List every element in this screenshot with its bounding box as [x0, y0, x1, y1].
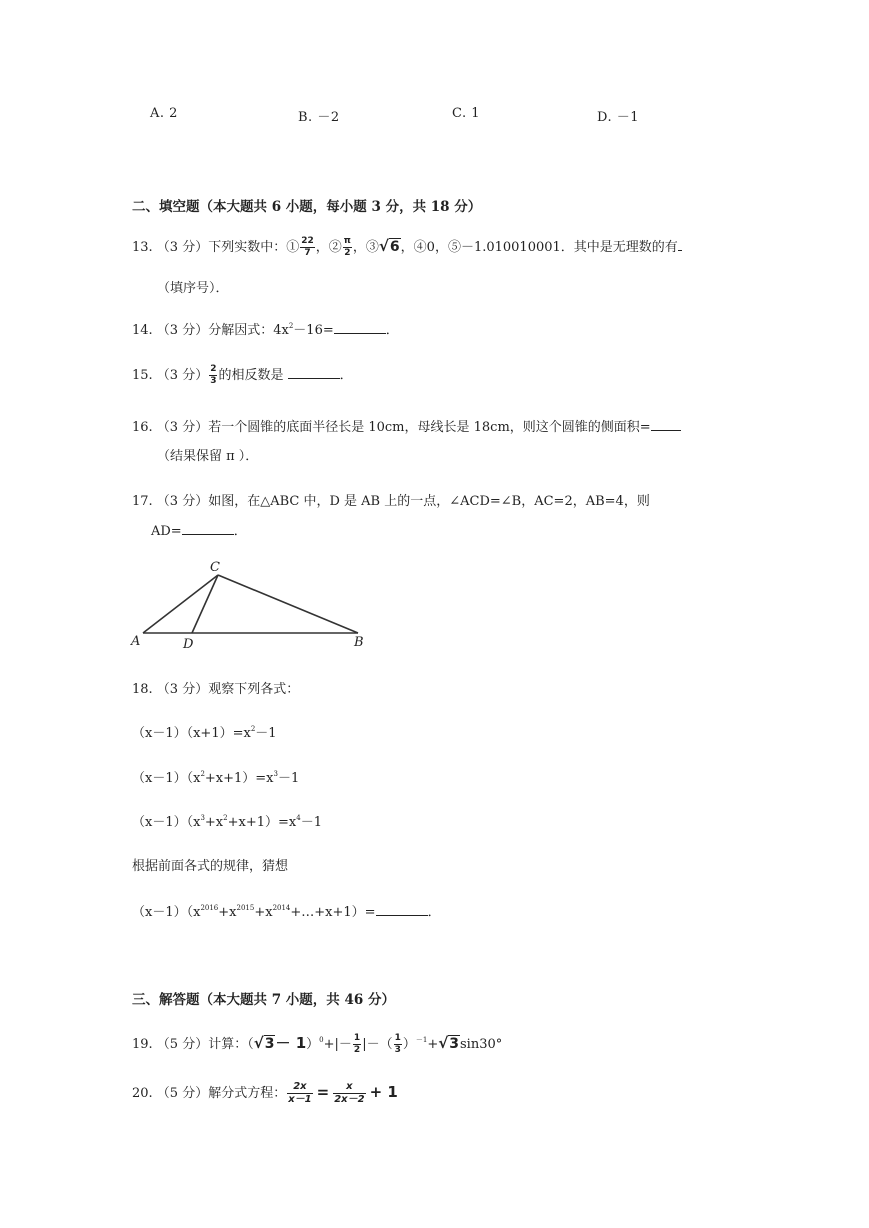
q19-p5: +: [427, 1037, 439, 1052]
question-17: 17. （3 分）如图，在△ABC 中，D 是 AB 上的一点，∠ACD=∠B，AC=2，AB=4，则: [132, 494, 650, 509]
q15-end: ．: [339, 368, 353, 383]
q13-rest: ，④0，⑤－1.010010001．其中是无理数的有: [400, 240, 678, 255]
q15-lead: 15. （3 分）: [132, 368, 209, 383]
triangle-figure: [125, 555, 375, 655]
q18-eq3-b: +x: [204, 815, 224, 830]
segment-cd: [192, 575, 218, 633]
q18-eq3-exp3: 4: [296, 814, 301, 822]
q18-eq4-exp1: 2016: [200, 904, 219, 912]
q18-eq3-a: （x－1）（x: [132, 815, 201, 830]
question-13: [132, 236, 682, 258]
q17-lead: AD=: [151, 524, 182, 539]
q19-p1: ）: [306, 1037, 320, 1052]
q18-eq4-b: +x: [218, 905, 237, 920]
q20-lead: 20. （5 分）解分式方程：: [132, 1086, 287, 1101]
q18-eq1: [132, 722, 277, 741]
segment-ac: [143, 575, 218, 633]
q17-line2: [151, 520, 247, 539]
q14-end: ．: [385, 323, 399, 338]
q20-left-fraction: $\frac{2x}{x-1}$: [288, 1081, 312, 1105]
q17-end: ．: [233, 524, 247, 539]
section3-title: 三、解答题（本大题共 7 小题，共 46 分）: [132, 992, 395, 1008]
choice-a: A. 2: [150, 106, 178, 121]
q19-exp-neg1: －1: [415, 1036, 428, 1044]
q18-eq4-c: +x: [254, 905, 273, 920]
choice-b: B. －2: [298, 110, 340, 125]
q16-answer-blank: [651, 418, 681, 431]
q13-fraction-2: $\frac{\pi}{2}$: [343, 236, 351, 258]
q18-eq2-b: +x+1）=x: [204, 771, 274, 786]
question-18: 18. （3 分）观察下列各式：: [132, 682, 300, 697]
q19-sqrt: √3: [253, 1034, 275, 1052]
q19-lead: 19. （5 分）计算：（: [132, 1037, 254, 1052]
q20-right-fraction: $\frac{x}{2x-2}$: [334, 1081, 365, 1105]
q13-line2: （填序号）．: [157, 281, 229, 296]
q13-sqrt: √6: [378, 237, 400, 255]
q19-tail: sin30°: [460, 1037, 503, 1052]
q14-lead: 14. （3 分）分解因式：4x: [132, 323, 289, 338]
q19-exp0: 0: [319, 1036, 324, 1044]
q20-equals: =: [316, 1083, 330, 1101]
question-20: [132, 1082, 398, 1105]
q18-eq3: [132, 811, 322, 830]
label-c: C: [210, 560, 220, 575]
q19-fraction-1: $\frac{1}{2}$: [353, 1033, 361, 1055]
q15-tail: 的相反数是: [218, 368, 288, 383]
q16-line2: （结果保留 π ）．: [157, 449, 259, 464]
q18-eq1-a: （x－1）（x+1）=x: [132, 726, 251, 741]
label-d: D: [183, 637, 194, 652]
question-19: [132, 1032, 502, 1055]
q13-sep1: ，②: [315, 240, 342, 255]
q17-answer-blank: [182, 522, 234, 535]
q13-lead: 13. （3 分）下列实数中：①: [132, 240, 300, 255]
label-a: A: [131, 634, 141, 649]
q18-eq3-exp1: 3: [200, 814, 205, 822]
label-b: B: [354, 635, 364, 650]
q18-eq1-exp: 2: [250, 725, 256, 733]
q18-eq2-exp2: 3: [273, 770, 278, 778]
q18-eq1-b: －1: [255, 726, 277, 741]
q13-sep2: ，③: [352, 240, 379, 255]
q18-eq2: [132, 767, 299, 786]
q18-eq2-a: （x－1）（x: [132, 771, 201, 786]
q19-sqrt-2: √3: [438, 1034, 459, 1052]
q13-answer-blank: [678, 238, 682, 251]
q14-exp: 2: [288, 322, 294, 330]
q14-answer-blank: [334, 321, 386, 334]
q18-eq4-exp3: 2014: [272, 904, 291, 912]
choice-d: D. －1: [597, 110, 639, 125]
q18-eq4-end: ．: [427, 905, 441, 920]
q19-p2: +|－: [323, 1037, 352, 1052]
question-16: [132, 416, 681, 435]
q19-minus-one: － 1: [275, 1034, 307, 1052]
q13-fraction-1: $\frac{22}{7}$: [301, 236, 314, 258]
q18-answer-blank: [376, 903, 428, 916]
q18-eq3-d: －1: [300, 815, 322, 830]
choice-c: C. 1: [452, 106, 481, 121]
q14-tail: －16=: [293, 323, 334, 338]
q18-eq2-exp1: 2: [200, 770, 205, 778]
q15-answer-blank: [288, 366, 340, 379]
q18-eq4: [132, 901, 441, 920]
q20-plus-one: + 1: [369, 1083, 398, 1101]
q18-eq3-exp2: 2: [223, 814, 228, 822]
q16-line1: 16. （3 分）若一个圆锥的底面半径长是 10cm，母线长是 18cm，则这个圆锥的侧面积=: [132, 420, 651, 435]
q18-eq2-c: －1: [278, 771, 300, 786]
segment-cb: [218, 575, 358, 633]
q18-eq4-d: +…+x+1）=: [290, 905, 376, 920]
q15-fraction: $\frac{2}{3}$: [210, 364, 217, 386]
q18-eq4-a: （x－1）（x: [132, 905, 201, 920]
q19-fraction-2: $\frac{1}{3}$: [394, 1033, 401, 1055]
q19-p3: |－（: [362, 1037, 393, 1052]
q18-eq3-c: +x+1）=x: [227, 815, 297, 830]
q18-guess: 根据前面各式的规律，猜想: [132, 859, 289, 874]
q19-p4: ）: [402, 1037, 416, 1052]
question-14: [132, 319, 399, 338]
q18-eq4-exp2: 2015: [236, 904, 255, 912]
question-15: [132, 364, 353, 386]
section2-title: 二、填空题（本大题共 6 小题，每小题 3 分，共 18 分）: [132, 199, 482, 215]
